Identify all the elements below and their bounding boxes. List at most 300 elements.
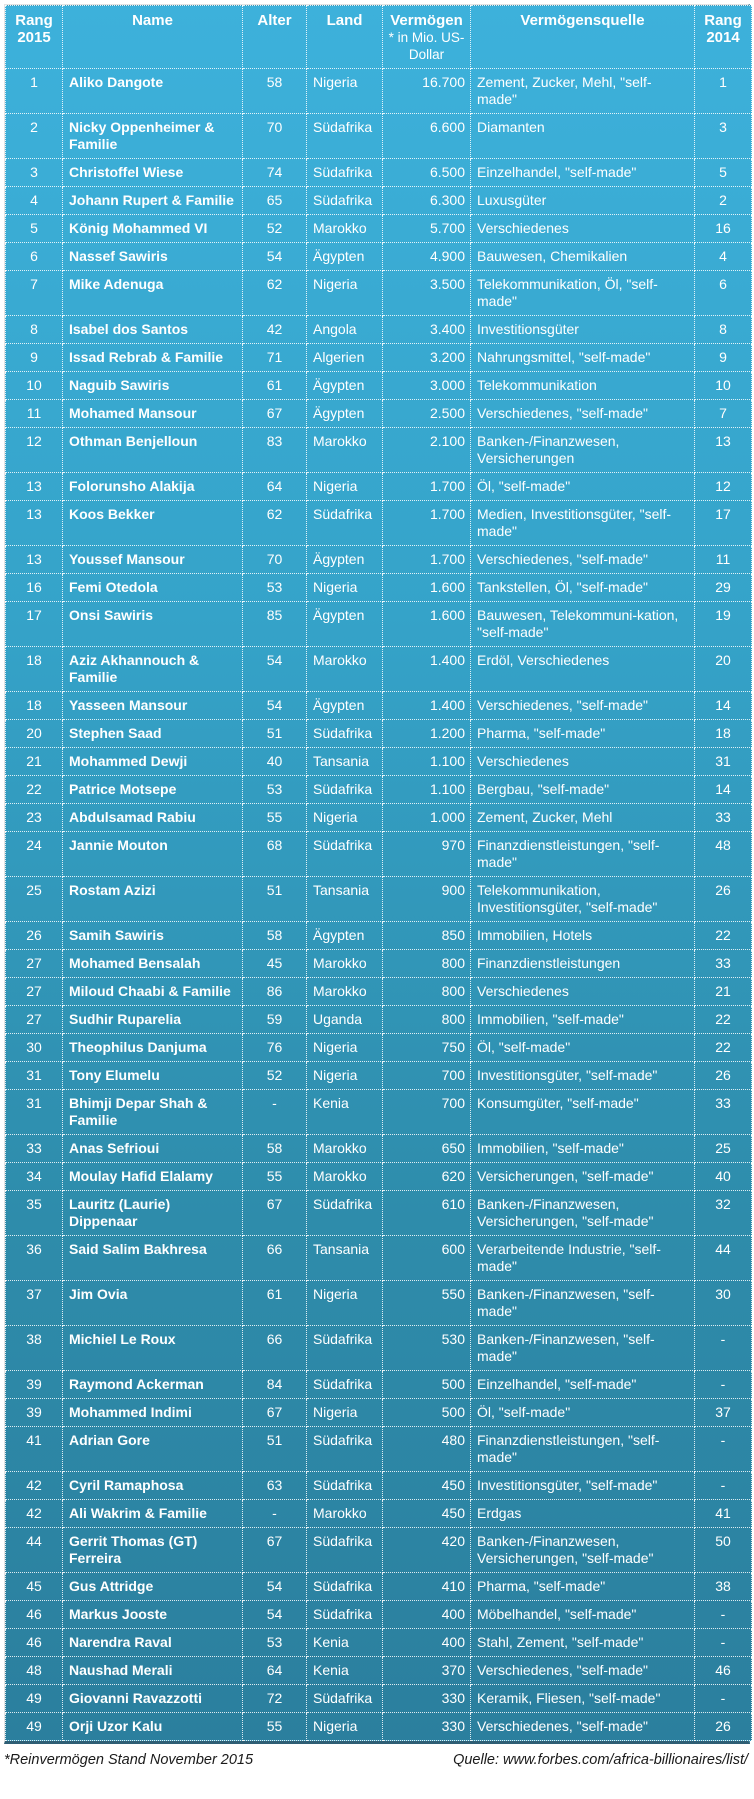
- cell-name: Aziz Akhannouch & Familie: [63, 647, 243, 692]
- column-header-rang-2015: Rang 2015: [6, 6, 63, 69]
- cell-rang-2015: 12: [6, 428, 63, 473]
- cell-alter: -: [243, 1500, 307, 1528]
- table-row: [6, 187, 752, 215]
- cell-alter: 67: [243, 400, 307, 428]
- cell-land: Kenia: [307, 1629, 383, 1657]
- cell-rang-2015: 49: [6, 1685, 63, 1713]
- cell-name: Femi Otedola: [63, 574, 243, 602]
- cell-name: Onsi Sawiris: [63, 602, 243, 647]
- cell-vermoegen: 3.500: [383, 271, 471, 316]
- cell-vermoegensquelle: Banken-/Finanzwesen, "self-made": [471, 1281, 695, 1326]
- header-row: [6, 6, 752, 69]
- cell-land: Ägypten: [307, 602, 383, 647]
- table-row: [6, 344, 752, 372]
- cell-land: Marokko: [307, 1163, 383, 1191]
- cell-vermoegensquelle: Banken-/Finanzwesen, Versicherungen, "self-made": [471, 1191, 695, 1236]
- cell-vermoegen: 800: [383, 1006, 471, 1034]
- cell-vermoegensquelle: Verschiedenes: [471, 748, 695, 776]
- table-row: [6, 1500, 752, 1528]
- cell-rang-2014: -: [695, 1629, 752, 1657]
- cell-vermoegen: 5.700: [383, 215, 471, 243]
- cell-rang-2014: 29: [695, 574, 752, 602]
- cell-vermoegensquelle: Erdöl, Verschiedenes: [471, 647, 695, 692]
- cell-rang-2015: 33: [6, 1135, 63, 1163]
- table-row: [6, 501, 752, 546]
- cell-alter: 72: [243, 1685, 307, 1713]
- cell-rang-2014: -: [695, 1427, 752, 1472]
- table-row: [6, 1326, 752, 1371]
- cell-name: Aliko Dangote: [63, 69, 243, 114]
- cell-land: Ägypten: [307, 243, 383, 271]
- cell-vermoegen: 2.500: [383, 400, 471, 428]
- cell-rang-2015: 38: [6, 1326, 63, 1371]
- table-row: [6, 159, 752, 187]
- cell-vermoegensquelle: Investitionsgüter, "self-made": [471, 1062, 695, 1090]
- cell-vermoegen: 1.600: [383, 574, 471, 602]
- cell-vermoegen: 1.000: [383, 804, 471, 832]
- cell-vermoegen: 750: [383, 1034, 471, 1062]
- cell-name: Nicky Oppenheimer & Familie: [63, 114, 243, 159]
- cell-vermoegensquelle: Investitionsgüter, "self-made": [471, 1472, 695, 1500]
- cell-rang-2014: 44: [695, 1236, 752, 1281]
- cell-rang-2015: 30: [6, 1034, 63, 1062]
- cell-land: Ägypten: [307, 922, 383, 950]
- table-row: [6, 1281, 752, 1326]
- cell-alter: 61: [243, 372, 307, 400]
- cell-vermoegensquelle: Zement, Zucker, Mehl: [471, 804, 695, 832]
- cell-rang-2015: 42: [6, 1500, 63, 1528]
- cell-land: Südafrika: [307, 1685, 383, 1713]
- cell-name: Lauritz (Laurie) Dippenaar: [63, 1191, 243, 1236]
- column-header-vermoegen-sub: * in Mio. US-Dollar: [388, 30, 465, 62]
- cell-rang-2015: 48: [6, 1657, 63, 1685]
- cell-vermoegensquelle: Konsumgüter, "self-made": [471, 1090, 695, 1135]
- cell-rang-2015: 18: [6, 647, 63, 692]
- cell-land: Südafrika: [307, 1573, 383, 1601]
- cell-rang-2014: -: [695, 1371, 752, 1399]
- cell-vermoegensquelle: Öl, "self-made": [471, 1399, 695, 1427]
- cell-alter: 55: [243, 1163, 307, 1191]
- cell-land: Ägypten: [307, 400, 383, 428]
- cell-alter: 85: [243, 602, 307, 647]
- table-row: [6, 1062, 752, 1090]
- cell-alter: 86: [243, 978, 307, 1006]
- cell-alter: 53: [243, 574, 307, 602]
- cell-rang-2014: 33: [695, 950, 752, 978]
- table-row: [6, 804, 752, 832]
- cell-vermoegen: 2.100: [383, 428, 471, 473]
- cell-name: Moulay Hafid Elalamy: [63, 1163, 243, 1191]
- cell-rang-2014: 10: [695, 372, 752, 400]
- cell-land: Uganda: [307, 1006, 383, 1034]
- cell-vermoegen: 400: [383, 1629, 471, 1657]
- table-row: [6, 950, 752, 978]
- cell-alter: 54: [243, 1601, 307, 1629]
- cell-rang-2015: 35: [6, 1191, 63, 1236]
- cell-alter: 62: [243, 271, 307, 316]
- cell-vermoegensquelle: Finanzdienstleistungen, "self-made": [471, 1427, 695, 1472]
- table-row: [6, 1601, 752, 1629]
- cell-vermoegen: 3.000: [383, 372, 471, 400]
- cell-land: Algerien: [307, 344, 383, 372]
- cell-name: Naguib Sawiris: [63, 372, 243, 400]
- cell-rang-2015: 46: [6, 1601, 63, 1629]
- billionaires-table-wrap: [4, 4, 750, 1744]
- cell-name: Koos Bekker: [63, 501, 243, 546]
- cell-vermoegensquelle: Diamanten: [471, 114, 695, 159]
- cell-rang-2014: 5: [695, 159, 752, 187]
- cell-vermoegensquelle: Keramik, Fliesen, "self-made": [471, 1685, 695, 1713]
- cell-rang-2014: 13: [695, 428, 752, 473]
- cell-rang-2014: 48: [695, 832, 752, 877]
- cell-name: Folorunsho Alakija: [63, 473, 243, 501]
- cell-land: Südafrika: [307, 1427, 383, 1472]
- table-row: [6, 832, 752, 877]
- column-header-vermoegensquelle: Vermögensquelle: [471, 6, 695, 69]
- cell-land: Nigeria: [307, 473, 383, 501]
- cell-land: Südafrika: [307, 114, 383, 159]
- cell-name: Yasseen Mansour: [63, 692, 243, 720]
- cell-vermoegensquelle: Bergbau, "self-made": [471, 776, 695, 804]
- cell-land: Nigeria: [307, 1399, 383, 1427]
- table-row: [6, 243, 752, 271]
- cell-vermoegen: 420: [383, 1528, 471, 1573]
- cell-name: Ali Wakrim & Familie: [63, 1500, 243, 1528]
- cell-rang-2014: 37: [695, 1399, 752, 1427]
- cell-vermoegen: 800: [383, 978, 471, 1006]
- cell-vermoegen: 1.400: [383, 692, 471, 720]
- cell-name: Samih Sawiris: [63, 922, 243, 950]
- cell-vermoegensquelle: Verschiedenes, "self-made": [471, 546, 695, 574]
- cell-land: Marokko: [307, 428, 383, 473]
- cell-name: Anas Sefrioui: [63, 1135, 243, 1163]
- cell-vermoegen: 610: [383, 1191, 471, 1236]
- cell-rang-2015: 23: [6, 804, 63, 832]
- cell-vermoegensquelle: Öl, "self-made": [471, 1034, 695, 1062]
- africa-billionaires-table: [5, 5, 752, 1741]
- table-row: [6, 1472, 752, 1500]
- cell-alter: 84: [243, 1371, 307, 1399]
- cell-land: Südafrika: [307, 1601, 383, 1629]
- table-row: [6, 546, 752, 574]
- table-row: [6, 1090, 752, 1135]
- cell-vermoegen: 530: [383, 1326, 471, 1371]
- cell-rang-2014: 33: [695, 1090, 752, 1135]
- source-credit: Quelle: www.forbes.com/africa-billionaires/list/: [453, 1752, 748, 1768]
- cell-alter: 62: [243, 501, 307, 546]
- column-header-land: Land: [307, 6, 383, 69]
- cell-vermoegensquelle: Banken-/Finanzwesen, "self-made": [471, 1326, 695, 1371]
- cell-rang-2014: 26: [695, 877, 752, 922]
- cell-name: Mohammed Indimi: [63, 1399, 243, 1427]
- cell-alter: 64: [243, 1657, 307, 1685]
- cell-land: Angola: [307, 316, 383, 344]
- cell-name: Said Salim Bakhresa: [63, 1236, 243, 1281]
- cell-alter: 65: [243, 187, 307, 215]
- table-row: [6, 271, 752, 316]
- cell-name: Sudhir Ruparelia: [63, 1006, 243, 1034]
- cell-vermoegensquelle: Nahrungsmittel, "self-made": [471, 344, 695, 372]
- cell-rang-2015: 26: [6, 922, 63, 950]
- cell-rang-2015: 9: [6, 344, 63, 372]
- cell-rang-2015: 34: [6, 1163, 63, 1191]
- cell-rang-2014: 4: [695, 243, 752, 271]
- cell-vermoegen: 900: [383, 877, 471, 922]
- cell-alter: 54: [243, 1573, 307, 1601]
- cell-land: Tansania: [307, 748, 383, 776]
- table-row: [6, 400, 752, 428]
- cell-rang-2015: 42: [6, 1472, 63, 1500]
- cell-alter: 66: [243, 1326, 307, 1371]
- cell-alter: 54: [243, 692, 307, 720]
- cell-rang-2015: 11: [6, 400, 63, 428]
- cell-vermoegensquelle: Einzelhandel, "self-made": [471, 159, 695, 187]
- cell-name: Jannie Mouton: [63, 832, 243, 877]
- cell-vermoegen: 1.200: [383, 720, 471, 748]
- cell-alter: 67: [243, 1191, 307, 1236]
- cell-rang-2014: 12: [695, 473, 752, 501]
- cell-alter: 76: [243, 1034, 307, 1062]
- cell-rang-2014: 2: [695, 187, 752, 215]
- cell-rang-2014: 17: [695, 501, 752, 546]
- cell-rang-2014: 20: [695, 647, 752, 692]
- cell-rang-2015: 22: [6, 776, 63, 804]
- cell-land: Nigeria: [307, 1062, 383, 1090]
- cell-name: Miloud Chaabi & Familie: [63, 978, 243, 1006]
- cell-rang-2014: 6: [695, 271, 752, 316]
- cell-vermoegen: 410: [383, 1573, 471, 1601]
- cell-name: Bhimji Depar Shah & Familie: [63, 1090, 243, 1135]
- cell-vermoegensquelle: Immobilien, "self-made": [471, 1006, 695, 1034]
- cell-rang-2014: 1: [695, 69, 752, 114]
- cell-vermoegensquelle: Telekommunikation, Öl, "self-made": [471, 271, 695, 316]
- cell-vermoegensquelle: Verschiedenes: [471, 215, 695, 243]
- cell-vermoegensquelle: Verschiedenes, "self-made": [471, 1657, 695, 1685]
- cell-alter: 52: [243, 215, 307, 243]
- cell-rang-2014: -: [695, 1601, 752, 1629]
- cell-rang-2015: 8: [6, 316, 63, 344]
- cell-alter: 40: [243, 748, 307, 776]
- cell-vermoegen: 330: [383, 1685, 471, 1713]
- cell-land: Nigeria: [307, 1713, 383, 1741]
- table-row: [6, 1163, 752, 1191]
- cell-vermoegensquelle: Versicherungen, "self-made": [471, 1163, 695, 1191]
- cell-rang-2015: 1: [6, 69, 63, 114]
- cell-vermoegen: 1.400: [383, 647, 471, 692]
- cell-rang-2015: 18: [6, 692, 63, 720]
- cell-name: Gerrit Thomas (GT) Ferreira: [63, 1528, 243, 1573]
- cell-name: Mike Adenuga: [63, 271, 243, 316]
- cell-land: Nigeria: [307, 271, 383, 316]
- cell-vermoegensquelle: Finanzdienstleistungen, "self-made": [471, 832, 695, 877]
- cell-land: Südafrika: [307, 776, 383, 804]
- table-row: [6, 1629, 752, 1657]
- cell-vermoegen: 1.700: [383, 501, 471, 546]
- cell-rang-2014: 30: [695, 1281, 752, 1326]
- cell-vermoegensquelle: Telekommunikation: [471, 372, 695, 400]
- cell-vermoegen: 1.100: [383, 776, 471, 804]
- cell-rang-2015: 13: [6, 546, 63, 574]
- cell-vermoegensquelle: Bauwesen, Telekommuni-kation, "self-made": [471, 602, 695, 647]
- cell-name: Markus Jooste: [63, 1601, 243, 1629]
- cell-vermoegensquelle: Investitionsgüter: [471, 316, 695, 344]
- table-row: [6, 692, 752, 720]
- cell-name: Gus Attridge: [63, 1573, 243, 1601]
- cell-rang-2015: 20: [6, 720, 63, 748]
- cell-rang-2014: 33: [695, 804, 752, 832]
- cell-rang-2015: 27: [6, 978, 63, 1006]
- cell-rang-2015: 21: [6, 748, 63, 776]
- table-row: [6, 1034, 752, 1062]
- cell-name: Nassef Sawiris: [63, 243, 243, 271]
- cell-land: Kenia: [307, 1090, 383, 1135]
- cell-vermoegen: 700: [383, 1090, 471, 1135]
- cell-land: Südafrika: [307, 1472, 383, 1500]
- cell-alter: 68: [243, 832, 307, 877]
- cell-rang-2014: 32: [695, 1191, 752, 1236]
- cell-rang-2014: 26: [695, 1713, 752, 1741]
- cell-rang-2014: 3: [695, 114, 752, 159]
- table-row: [6, 1135, 752, 1163]
- cell-rang-2014: 9: [695, 344, 752, 372]
- cell-rang-2015: 37: [6, 1281, 63, 1326]
- cell-name: Mohamed Bensalah: [63, 950, 243, 978]
- cell-name: Issad Rebrab & Familie: [63, 344, 243, 372]
- cell-rang-2015: 10: [6, 372, 63, 400]
- cell-alter: 55: [243, 1713, 307, 1741]
- cell-name: Isabel dos Santos: [63, 316, 243, 344]
- cell-name: Naushad Merali: [63, 1657, 243, 1685]
- column-header-name: Name: [63, 6, 243, 69]
- cell-alter: 54: [243, 243, 307, 271]
- cell-vermoegen: 500: [383, 1399, 471, 1427]
- cell-vermoegensquelle: Telekommunikation, Investitionsgüter, "self-made": [471, 877, 695, 922]
- table-row: [6, 877, 752, 922]
- cell-rang-2015: 7: [6, 271, 63, 316]
- cell-vermoegen: 620: [383, 1163, 471, 1191]
- cell-land: Kenia: [307, 1657, 383, 1685]
- cell-rang-2014: 40: [695, 1163, 752, 1191]
- cell-rang-2015: 31: [6, 1062, 63, 1090]
- cell-rang-2015: 41: [6, 1427, 63, 1472]
- cell-vermoegen: 850: [383, 922, 471, 950]
- cell-alter: 42: [243, 316, 307, 344]
- cell-rang-2014: 21: [695, 978, 752, 1006]
- cell-vermoegensquelle: Zement, Zucker, Mehl, "self-made": [471, 69, 695, 114]
- table-row: [6, 1399, 752, 1427]
- cell-name: Theophilus Danjuma: [63, 1034, 243, 1062]
- cell-rang-2014: -: [695, 1685, 752, 1713]
- cell-land: Ägypten: [307, 546, 383, 574]
- cell-name: Patrice Motsepe: [63, 776, 243, 804]
- cell-land: Nigeria: [307, 69, 383, 114]
- cell-alter: 58: [243, 922, 307, 950]
- cell-land: Südafrika: [307, 1326, 383, 1371]
- cell-vermoegensquelle: Banken-/Finanzwesen, Versicherungen, "self-made": [471, 1528, 695, 1573]
- cell-rang-2014: 14: [695, 692, 752, 720]
- cell-rang-2014: 7: [695, 400, 752, 428]
- table-row: [6, 473, 752, 501]
- cell-name: Adrian Gore: [63, 1427, 243, 1472]
- cell-name: Narendra Raval: [63, 1629, 243, 1657]
- cell-alter: 71: [243, 344, 307, 372]
- cell-land: Marokko: [307, 215, 383, 243]
- cell-name: Raymond Ackerman: [63, 1371, 243, 1399]
- cell-rang-2015: 44: [6, 1528, 63, 1573]
- cell-rang-2014: 31: [695, 748, 752, 776]
- table-row: [6, 1427, 752, 1472]
- table-row: [6, 215, 752, 243]
- cell-land: Marokko: [307, 647, 383, 692]
- table-row: [6, 114, 752, 159]
- table-row: [6, 1713, 752, 1741]
- column-header-vermoegen: [383, 6, 471, 69]
- cell-alter: -: [243, 1090, 307, 1135]
- cell-land: Nigeria: [307, 1034, 383, 1062]
- cell-rang-2014: 11: [695, 546, 752, 574]
- cell-land: Südafrika: [307, 187, 383, 215]
- cell-vermoegen: 370: [383, 1657, 471, 1685]
- cell-vermoegensquelle: Verschiedenes, "self-made": [471, 400, 695, 428]
- cell-rang-2015: 13: [6, 501, 63, 546]
- cell-rang-2014: 46: [695, 1657, 752, 1685]
- cell-land: Tansania: [307, 877, 383, 922]
- cell-vermoegen: 1.600: [383, 602, 471, 647]
- cell-rang-2015: 4: [6, 187, 63, 215]
- cell-name: Orji Uzor Kalu: [63, 1713, 243, 1741]
- cell-name: Rostam Azizi: [63, 877, 243, 922]
- cell-name: Cyril Ramaphosa: [63, 1472, 243, 1500]
- cell-rang-2014: 26: [695, 1062, 752, 1090]
- cell-name: König Mohammed VI: [63, 215, 243, 243]
- table-row: [6, 69, 752, 114]
- cell-rang-2014: 50: [695, 1528, 752, 1573]
- cell-alter: 52: [243, 1062, 307, 1090]
- table-row: [6, 574, 752, 602]
- cell-vermoegen: 480: [383, 1427, 471, 1472]
- cell-vermoegensquelle: Stahl, Zement, "self-made": [471, 1629, 695, 1657]
- table-row: [6, 1657, 752, 1685]
- cell-vermoegensquelle: Immobilien, Hotels: [471, 922, 695, 950]
- cell-rang-2015: 5: [6, 215, 63, 243]
- cell-rang-2014: -: [695, 1472, 752, 1500]
- cell-rang-2014: 8: [695, 316, 752, 344]
- cell-rang-2015: 25: [6, 877, 63, 922]
- cell-name: Christoffel Wiese: [63, 159, 243, 187]
- cell-land: Nigeria: [307, 1281, 383, 1326]
- cell-alter: 66: [243, 1236, 307, 1281]
- cell-vermoegensquelle: Einzelhandel, "self-made": [471, 1371, 695, 1399]
- cell-vermoegensquelle: Tankstellen, Öl, "self-made": [471, 574, 695, 602]
- cell-alter: 55: [243, 804, 307, 832]
- cell-rang-2015: 46: [6, 1629, 63, 1657]
- cell-alter: 67: [243, 1399, 307, 1427]
- footnote: *Reinvermögen Stand November 2015: [4, 1752, 254, 1768]
- column-header-vermoegen-main: Vermögen: [390, 12, 463, 29]
- cell-vermoegen: 330: [383, 1713, 471, 1741]
- cell-vermoegen: 6.600: [383, 114, 471, 159]
- table-row: [6, 978, 752, 1006]
- cell-rang-2014: 38: [695, 1573, 752, 1601]
- cell-vermoegen: 800: [383, 950, 471, 978]
- cell-name: Youssef Mansour: [63, 546, 243, 574]
- table-row: [6, 720, 752, 748]
- table-footer: [0, 1744, 754, 1768]
- table-row: [6, 372, 752, 400]
- cell-name: Stephen Saad: [63, 720, 243, 748]
- cell-alter: 45: [243, 950, 307, 978]
- cell-rang-2015: 2: [6, 114, 63, 159]
